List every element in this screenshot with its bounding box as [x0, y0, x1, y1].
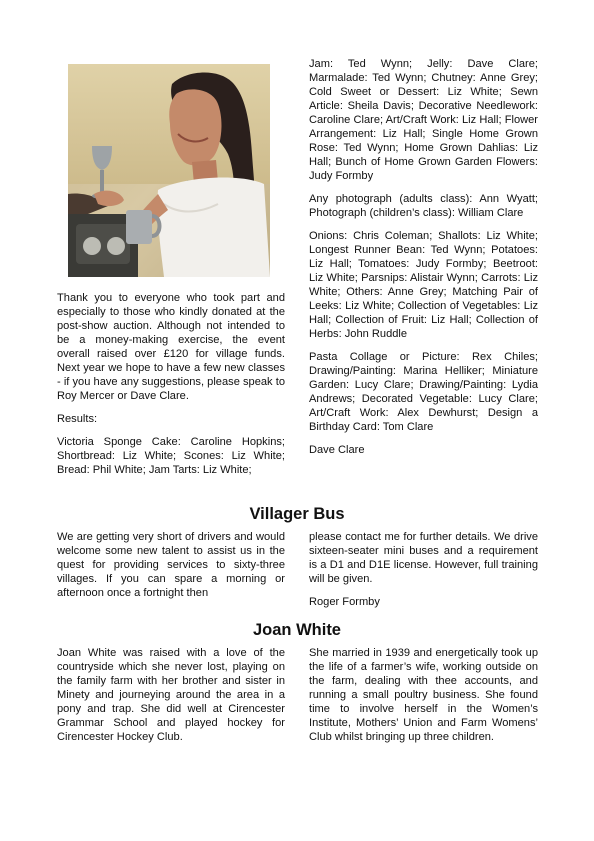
- results-intro-column: [57, 291, 285, 486]
- results-list-column: [309, 57, 538, 466]
- joan-white-left-column: [57, 646, 285, 753]
- villager-bus-paragraph-2: please contact me for further details. We drive sixteen-seater mini buses and a requirement is a D1 and D1E license. However, full training will be given.: [309, 531, 538, 585]
- trophy-presentation-photo: [68, 64, 270, 277]
- children-results: Pasta Collage or Picture: Rex Chiles; Drawing/Painting: Marina Helliker; Miniature Garden: Lucy Clare; Drawing/Painting: Lydia Andrews; Decorated Vegetable: Lucy Clare; Art/Craft Work: Alex Dewhurst; Design a Birthday Card: Tom Clare: [309, 351, 538, 433]
- author-signoff: Dave Clare: [309, 444, 365, 456]
- preserves-crafts-results: Jam: Ted Wynn; Jelly: Dave Clare; Marmalade: Ted Wynn; Chutney: Anne Grey; Cold Sweet or Dessert: Liz White; Sewn Article: Sheila Davis; Decorative Needlework: Caroline Clare; Art/Craft Work: Liz Hall; Flower Arrangement: Liz Hall; Single Home Grown Rose: Ted Wynn; Home Grown Dahlias: Liz Hall; Bunch of Home Grown Garden Flowers: Judy Formby: [309, 58, 538, 182]
- joan-white-paragraph-1: Joan White was raised with a love of the countryside which she never lost, playing on the family farm with her brother and sister in Minety and journeying around the area in a pony and trap. She did well at Cirencester Grammar School and played hockey for Cirencester Hockey Club.: [57, 647, 285, 743]
- villager-bus-paragraph-1: We are getting very short of drivers and would welcome some new talent to assist us in the quest for providing services to sixty-three villages. If you can spare a morning or afternoon once a fortnight then: [57, 531, 285, 599]
- villager-bus-left-column: [57, 530, 285, 609]
- photograph-results: Any photograph (adults class): Ann Wyatt; Photograph (children’s class): William Clare: [309, 193, 538, 219]
- joan-white-paragraph-2: She married in 1939 and energetically took up the life of a farmer’s wife, working outside on the farm, dealing with thee accounts, and running a small poultry business. She found time to involve herself in the Women’s Institute, Mothers’ Union and Farm Womens’ Club whilst bringing up three children.: [309, 647, 538, 743]
- villager-bus-right-column: [309, 530, 538, 618]
- results-label: Results:: [57, 413, 98, 425]
- baking-results-paragraph: Victoria Sponge Cake: Caroline Hopkins; Shortbread: Liz White; Scones: Liz White; Bread: Phil White; Jam Tarts: Liz White;: [57, 436, 285, 476]
- vegetable-results: Onions: Chris Coleman; Shallots: Liz White; Longest Runner Bean: Ted Wynn; Potatoes: Liz Hall; Tomatoes: Judy Formby; Beetroot: Liz White; Parsnips: Alistair Wynn; Carrots: Liz White; Others: Anne Grey; Matching Pair of Leeks: Liz White; Collection of Vegetables: Liz Hall; Collection of Fruit: Liz Hall; Collection of Herbs: John Ruddle: [309, 230, 538, 340]
- villager-bus-signoff: Roger Formby: [309, 596, 380, 608]
- joan-white-heading: Joan White: [252, 621, 341, 639]
- joan-white-right-column: [309, 646, 538, 753]
- thank-you-paragraph: Thank you to everyone who took part and especially to those who kindly donated at the post-show auction. Although not intended to be a money-making exercise, the event overall raised over £120 for village funds. Next year we hope to have a few new classes - if you have any suggestions, please speak to Roy Mercer or Dave Clare.: [57, 292, 285, 402]
- villager-bus-heading: Villager Bus: [249, 505, 345, 523]
